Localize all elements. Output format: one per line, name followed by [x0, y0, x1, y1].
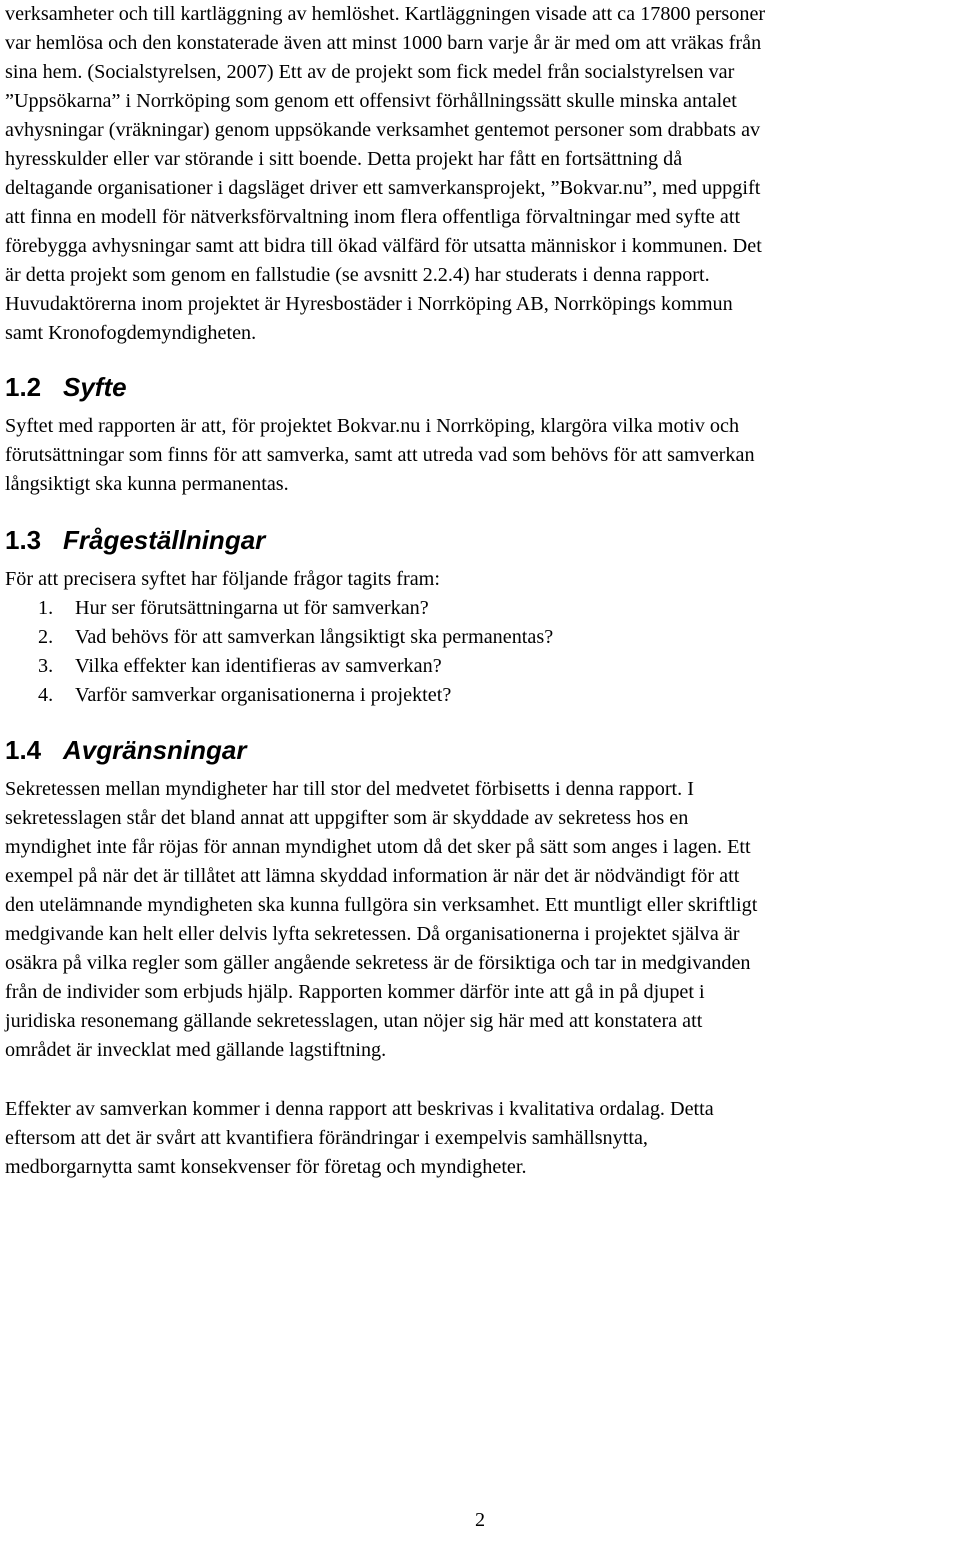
text-line: ”Uppsökarna” i Norrköping som genom ett offensivt förhållningssätt skulle minska antalet — [5, 90, 737, 112]
section-title: Frågeställningar — [63, 525, 266, 555]
text-line: avhysningar (vräkningar) genom uppsökande verksamhet gentemot personer som drabbats av — [5, 119, 761, 141]
text-line: juridiska resonemang gällande sekretesslagen, utan nöjer sig här med att konstatera att — [5, 1010, 703, 1032]
list-item-number: 4. — [38, 684, 54, 706]
text-line: deltagande organisationer i dagsläget driver ett samverkansprojekt, ”Bokvar.nu”, med uppgift — [5, 177, 761, 199]
section-number: 1.4 — [5, 735, 42, 765]
text-line: långsiktigt ska kunna permanentas. — [5, 473, 289, 495]
text-line: medgivande kan helt eller delvis lyfta sekretessen. Då organisationerna i projektet själva är — [5, 923, 740, 945]
text-line: förebygga avhysningar samt att bidra till ökad välfärd för utsatta människor i kommunen. Det — [5, 235, 762, 257]
text-line: Syftet med rapporten är att, för projektet Bokvar.nu i Norrköping, klargöra vilka motiv och — [5, 415, 740, 437]
page-number: 2 — [474, 1509, 486, 1531]
list-item — [5, 681, 553, 710]
text-line: exempel på när det är tillåtet att lämna skyddad information är när det är nödvändigt för att — [5, 865, 740, 887]
question-list — [5, 594, 553, 710]
text-line: Huvudaktörerna inom projektet är Hyresbostäder i Norrköping AB, Norrköpings kommun — [5, 293, 733, 315]
text-line: den utelämnande myndigheten ska kunna fullgöra sin verksamhet. Ett muntligt eller skriftligt — [5, 894, 758, 916]
list-item-text: Hur ser förutsättningarna ut för samverkan? — [75, 597, 429, 619]
text-line: förutsättningar som finns för att samverka, samt att utreda vad som behövs för att samverkan — [5, 444, 755, 466]
text-line: att finna en modell för nätverksförvaltning inom flera offentliga förvaltningar med syfte att — [5, 206, 741, 228]
text-line: var hemlösa och den konstaterade även att minst 1000 barn varje år är med om att vräkas från — [5, 32, 762, 54]
section-title: Avgränsningar — [63, 735, 247, 765]
list-item-text: Vad behövs för att samverkan långsiktigt ska permanentas? — [75, 626, 554, 648]
list-item-text: Vilka effekter kan identifieras av samverkan? — [75, 655, 442, 677]
avgransningar-paragraph-1 — [5, 775, 757, 1065]
syfte-paragraph — [5, 412, 755, 499]
text-line: sekretesslagen står det bland annat att uppgifter som är skyddade av sekretess hos en — [5, 807, 689, 829]
text-line: För att precisera syftet har följande frågor tagits fram: — [5, 568, 440, 590]
fragestallningar-intro — [5, 565, 440, 594]
text-line: verksamheter och till kartläggning av hemlöshet. Kartläggningen visade att ca 17800 personer — [5, 3, 766, 25]
intro-paragraph — [5, 0, 765, 348]
text-line: är detta projekt som genom en fallstudie (se avsnitt 2.2.4) har studerats i denna rapport. — [5, 264, 710, 286]
avgransningar-paragraph-2 — [5, 1095, 714, 1182]
section-title: Syfte — [63, 372, 127, 402]
text-line: osäkra på vilka regler som gäller angående sekretess är de försiktiga och tar in medgivanden — [5, 952, 751, 974]
text-line: eftersom att det är svårt att kvantifiera förändringar i exempelvis samhällsnytta, — [5, 1127, 648, 1149]
text-line: myndighet inte får röjas för annan myndighet utom då det sker på sätt som anges i lagen. Ett — [5, 836, 751, 858]
text-line: Sekretessen mellan myndigheter har till stor del medvetet förbisetts i denna rapport. I — [5, 778, 694, 800]
text-line: från de individer som erbjuds hjälp. Rapporten kommer därför inte att gå in på djupet i — [5, 981, 705, 1003]
section-heading-avgransningar — [5, 735, 247, 765]
list-item — [5, 652, 553, 681]
text-line: sina hem. (Socialstyrelsen, 2007) Ett av de projekt som fick medel från socialstyrelsen var — [5, 61, 735, 83]
section-number: 1.2 — [5, 372, 42, 402]
section-number: 1.3 — [5, 525, 42, 555]
text-line: Effekter av samverkan kommer i denna rapport att beskrivas i kvalitativa ordalag. Detta — [5, 1098, 714, 1120]
text-line: samt Kronofogdemyndigheten. — [5, 322, 257, 344]
section-heading-syfte — [5, 372, 127, 402]
text-line: hyresskulder eller var störande i sitt boende. Detta projekt har fått en fortsättning då — [5, 148, 683, 170]
text-line: området är invecklat med gällande lagstiftning. — [5, 1039, 387, 1061]
list-item — [5, 594, 553, 623]
section-heading-fragestallningar — [5, 525, 265, 555]
list-item-number: 2. — [38, 626, 54, 648]
list-item-number: 3. — [38, 655, 54, 677]
text-line: medborgarnytta samt konsekvenser för företag och myndigheter. — [5, 1156, 527, 1178]
list-item-text: Varför samverkar organisationerna i projektet? — [75, 684, 452, 706]
list-item-number: 1. — [38, 597, 54, 619]
list-item — [5, 623, 553, 652]
